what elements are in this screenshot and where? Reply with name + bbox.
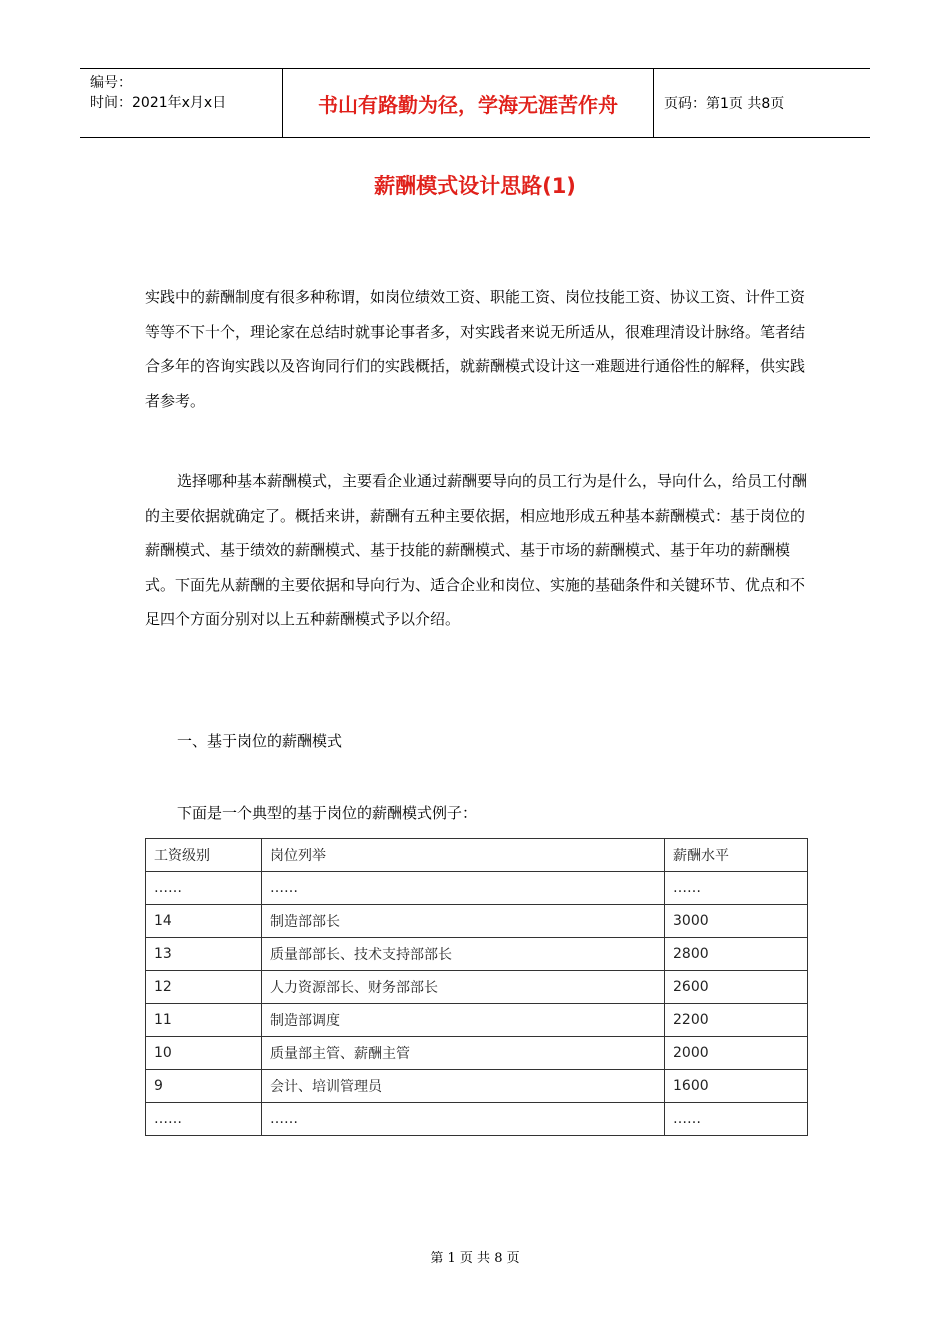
cell-positions: 会计、培训管理员	[262, 1070, 665, 1103]
table-row	[146, 905, 808, 938]
header-positions: 岗位列举	[262, 839, 665, 872]
table-row	[146, 938, 808, 971]
cell-salary: ……	[665, 872, 808, 905]
cell-grade: 10	[146, 1037, 262, 1070]
cell-salary: ……	[665, 1103, 808, 1136]
cell-salary: 1600	[665, 1070, 808, 1103]
paragraph-2: 选择哪种基本薪酬模式，主要看企业通过薪酬要导向的员工行为是什么，导向什么，给员工付酬的主要依据就确定了。概括来讲，薪酬有五种主要依据，相应地形成五种基本薪酬模式：基于岗位的薪酬模式、基于绩效的薪酬模式、基于技能的薪酬模式、基于市场的薪酬模式、基于年功的薪酬模式。下面先从薪酬的主要依据和导向行为、适合企业和岗位、实施的基础条件和关键环节、优点和不足四个方面分别对以上五种薪酬模式予以介绍。	[145, 472, 808, 628]
number-label: 编号：	[90, 75, 132, 91]
cell-salary: 2000	[665, 1037, 808, 1070]
cell-positions: 制造部部长	[262, 905, 665, 938]
cell-grade: 12	[146, 971, 262, 1004]
cell-grade: 14	[146, 905, 262, 938]
table-header-row	[146, 839, 808, 872]
salary-table	[145, 838, 808, 1136]
paragraph-1: 实践中的薪酬制度有很多种称谓，如岗位绩效工资、职能工资、岗位技能工资、协议工资、计件工资等等不下十个，理论家在总结时就事论事者多，对实践者来说无所适从，很难理清设计脉络。笔者结合多年的咨询实践以及咨询同行们的实践概括，就薪酬模式设计这一难题进行通俗性的解释，供实践者参考。	[145, 288, 806, 410]
section-heading: 一、基于岗位的薪酬模式	[177, 732, 343, 750]
cell-grade: 13	[146, 938, 262, 971]
table-row	[146, 1070, 808, 1103]
header-meta	[80, 69, 282, 137]
table-row	[146, 1004, 808, 1037]
cell-salary: 2600	[665, 971, 808, 1004]
cell-salary: 3000	[665, 905, 808, 938]
cell-positions: 质量部部长、技术支持部部长	[262, 938, 665, 971]
header-salary: 薪酬水平	[665, 839, 808, 872]
table-row	[146, 1037, 808, 1070]
cell-positions: 质量部主管、薪酬主管	[262, 1037, 665, 1070]
header-page-info: 页码：第1页 共8页	[664, 96, 785, 112]
header-grade: 工资级别	[146, 839, 262, 872]
cell-positions: ……	[262, 872, 665, 905]
cell-positions: 人力资源部长、财务部部长	[262, 971, 665, 1004]
cell-grade: 9	[146, 1070, 262, 1103]
document-title: 薪酬模式设计思路(1)	[374, 174, 576, 198]
cell-grade: ……	[146, 872, 262, 905]
table-body	[146, 872, 808, 1136]
header-motto: 书山有路勤为径，学海无涯苦作舟	[282, 69, 654, 137]
table-row	[146, 872, 808, 905]
cell-grade: 11	[146, 1004, 262, 1037]
cell-positions: 制造部调度	[262, 1004, 665, 1037]
cell-grade: ……	[146, 1103, 262, 1136]
date-label: 时间：2021年x月x日	[90, 95, 227, 111]
document-header	[80, 68, 870, 138]
table-intro: 下面是一个典型的基于岗位的薪酬模式例子：	[177, 804, 478, 822]
table-row	[146, 1103, 808, 1136]
cell-positions: ……	[262, 1103, 665, 1136]
page-footer: 第 1 页 共 8 页	[430, 1251, 520, 1266]
cell-salary: 2800	[665, 938, 808, 971]
table-row	[146, 971, 808, 1004]
cell-salary: 2200	[665, 1004, 808, 1037]
